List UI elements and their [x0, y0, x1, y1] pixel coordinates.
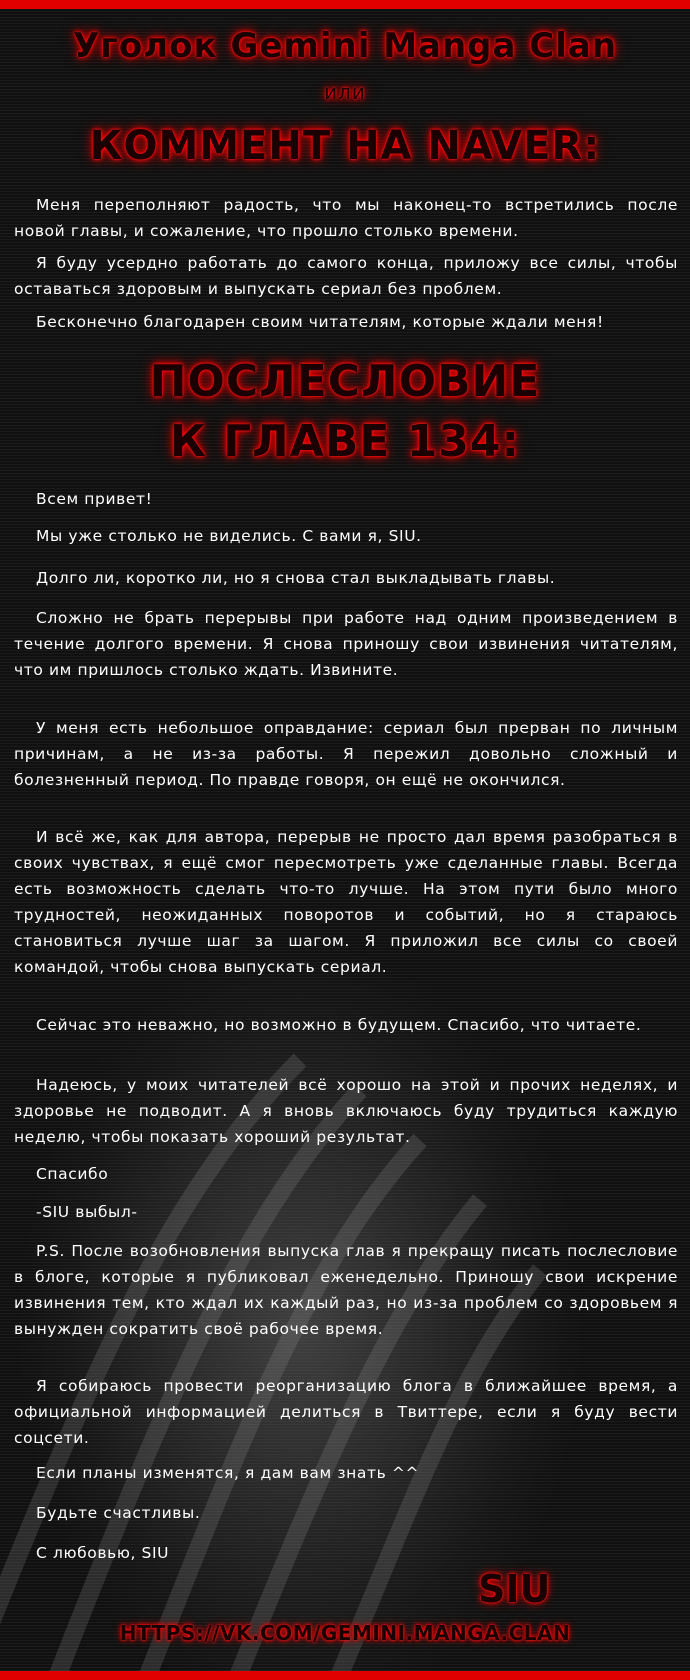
afterword-paragraph: И всё же, как для автора, перерыв не просто дал время разобраться в своих чувствах, я ещё смог пересмотреть уже сделанные главы. Всегда есть возможность сделать что-то лучше. На этом пути было много трудностей, неожиданных поворотов и событий, но я стараюсь становиться лучше шаг за шагом. Я приложил все силы со своей командой, чтобы снова выпускать сериал.: [14, 828, 678, 976]
naver-paragraph: Меня переполняют радость, что мы наконец-то встретились после новой главы, и сожаление, что прошло столько времени.: [14, 196, 678, 240]
afterword-paragraph: Если планы изменятся, я дам вам знать ^^: [36, 1464, 420, 1482]
afterword-title-line1: ПОСЛЕСЛОВИЕ: [149, 356, 541, 407]
afterword-title-line2: К ГЛАВЕ 134:: [169, 416, 521, 467]
naver-paragraph: Я буду усердно работать до самого конца, приложу все силы, чтобы оставаться здоровым и выпускать сериал без проблем.: [14, 254, 678, 298]
afterword-paragraph: Спасибо: [36, 1165, 109, 1183]
author-signature: SIU: [478, 1567, 551, 1611]
or-text: или: [324, 80, 366, 104]
afterword-paragraph: P.S. После возобновления выпуска глав я прекращу писать послесловие в блоге, которые я публиковал еженедельно. Приношу свои искрение извинения тем, кто ждал их каждый раз, но из-за проблем со здоровьем я вынужден сократить своё рабочее время.: [14, 1242, 678, 1338]
afterword-paragraph: Сложно не брать перерывы при работе над одним произведением в течение долгого времени. Я снова приношу свои извинения читателям, что им пришлось столько ждать. Извините.: [14, 609, 678, 679]
vk-link[interactable]: HTTPS://VK.COM/GEMINI.MANGA.CLAN: [119, 1621, 571, 1645]
naver-comment-title: КОММЕНТ НА NAVER:: [89, 123, 601, 169]
afterword-paragraph: Сейчас это неважно, но возможно в будущем. Спасибо, что читаете.: [36, 1016, 642, 1034]
afterword-paragraph: -SIU выбыл-: [36, 1203, 138, 1221]
bottom-red-bar: [0, 1671, 690, 1680]
afterword-paragraph: С любовью, SIU: [36, 1544, 170, 1562]
afterword-paragraph: Долго ли, коротко ли, но я снова стал выкладывать главы.: [36, 569, 556, 587]
afterword-paragraph: У меня есть небольшое оправдание: сериал был прерван по личным причинам, а не из-за работы. Я пережил довольно сложный и болезненный период. По правде говоря, он ещё не окончился.: [14, 719, 678, 789]
afterword-paragraph: Надеюсь, у моих читателей всё хорошо на этой и прочих неделях, и здоровье не подводит. А я вновь включаюсь буду трудиться каждую неделю, чтобы показать хороший результат.: [14, 1076, 678, 1146]
afterword-paragraph: Будьте счастливы.: [36, 1504, 201, 1522]
naver-paragraph: Бесконечно благодарен своим читателям, которые ждали меня!: [36, 313, 604, 331]
afterword-paragraph: Я собираюсь провести реорганизацию блога в ближайшее время, а официальной информацией делиться в Твиттере, если я буду вести соцсети.: [14, 1377, 678, 1447]
afterword-paragraph: Мы уже столько не виделись. С вами я, SIU.: [36, 527, 422, 545]
top-red-bar: [0, 0, 690, 9]
clan-title: Уголок Gemini Manga Clan: [72, 26, 618, 66]
afterword-paragraph: Всем привет!: [36, 490, 153, 508]
